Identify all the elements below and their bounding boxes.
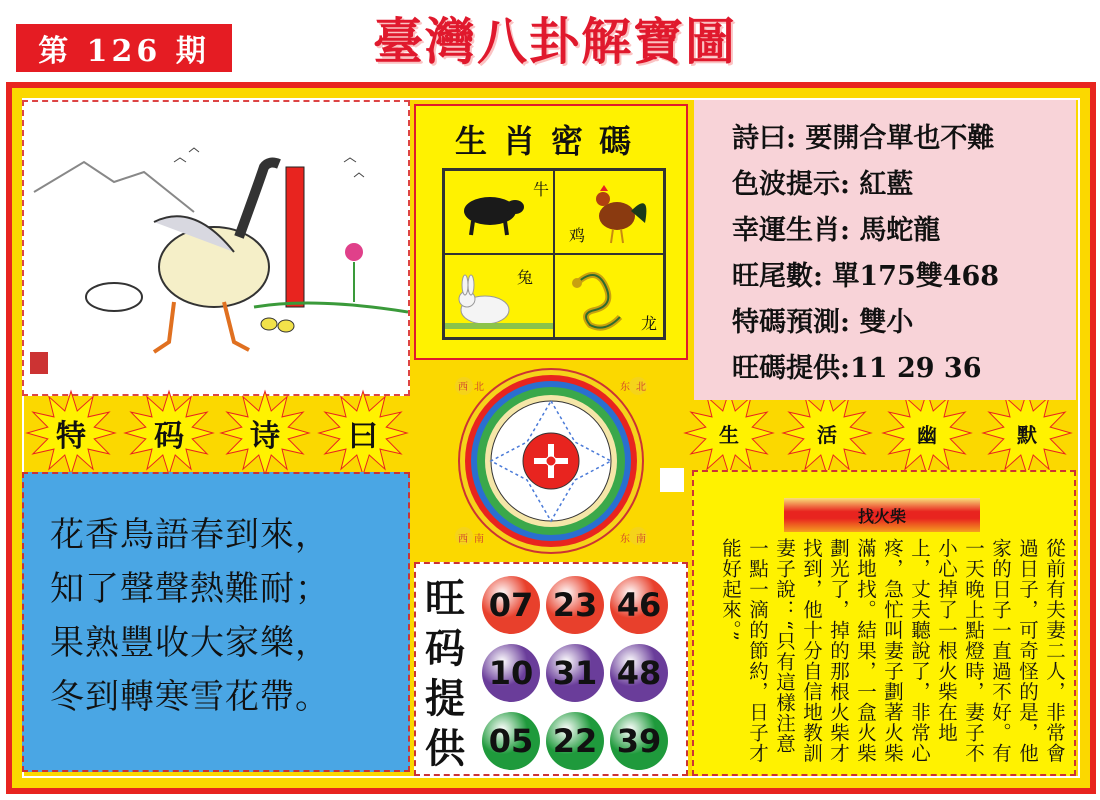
number-ball: 22 — [546, 712, 604, 770]
star-char: 码 — [154, 419, 184, 454]
number-ball: 48 — [610, 644, 668, 702]
compass-label: 东 — [620, 534, 630, 545]
info-line: 色波提示: 紅藍 — [732, 169, 914, 200]
zodiac-cell-rooster — [554, 170, 664, 254]
star-badge — [682, 388, 776, 478]
compass-label: 南 — [636, 534, 646, 545]
info-line: 旺碼提供:11 29 36 — [732, 353, 982, 384]
star-badge — [24, 388, 118, 478]
star-char: 特 — [56, 419, 86, 454]
rabbit-icon — [445, 255, 554, 338]
story-box — [692, 470, 1076, 776]
number-ball: 05 — [482, 712, 540, 770]
zodiac-label: 牛 — [533, 180, 550, 199]
bagua-compass — [444, 364, 658, 562]
zodiac-cell-ox — [444, 170, 554, 254]
star-badge — [218, 388, 312, 478]
poem-line: 果熟豐收大家樂， — [50, 623, 330, 663]
zodiac-grid — [442, 168, 666, 340]
star-badge — [122, 388, 216, 478]
goose-illustration — [22, 100, 410, 396]
info-line: 幸運生肖: 馬蛇龍 — [732, 215, 941, 246]
compass-label: 北 — [474, 382, 484, 393]
lucky-numbers-box — [414, 562, 688, 776]
star-char: 生 — [719, 422, 739, 447]
compass-label: 东 — [620, 382, 630, 393]
page-title: 臺灣八卦解寶圖 — [373, 12, 737, 71]
star-badge — [780, 388, 874, 478]
compass-label: 西 — [458, 382, 468, 393]
star-char: 曰 — [348, 419, 378, 454]
poem-box — [22, 472, 410, 772]
zodiac-label: 兔 — [517, 268, 534, 287]
number-ball: 10 — [482, 644, 540, 702]
zodiac-label: 鸡 — [569, 226, 586, 245]
poem-line: 知了聲聲熱難耐； — [50, 569, 330, 609]
star-char: 诗 — [250, 419, 280, 454]
issue-number: 第 126 期 — [16, 24, 232, 72]
lucky-numbers-label: 旺码提供 — [425, 575, 465, 772]
zodiac-code-box — [414, 104, 688, 360]
compass-label: 南 — [474, 534, 484, 545]
compass-label: 西 — [458, 534, 468, 545]
zodiac-label: 龙 — [641, 314, 658, 333]
story-title: 找火柴 — [784, 498, 980, 532]
poem-line: 花香鳥語春到來， — [50, 515, 330, 555]
star-char: 默 — [1017, 422, 1037, 447]
compass-label: 北 — [636, 382, 646, 393]
number-ball: 07 — [482, 576, 540, 634]
star-char: 活 — [817, 422, 837, 447]
star-char: 幽 — [917, 422, 937, 447]
zodiac-cell-rabbit — [444, 254, 554, 338]
star-badge — [980, 388, 1074, 478]
star-badge — [880, 388, 974, 478]
number-ball: 23 — [546, 576, 604, 634]
number-ball: 46 — [610, 576, 668, 634]
zodiac-title: 生肖密碼 — [454, 122, 647, 160]
prediction-info-box — [694, 100, 1076, 400]
info-line: 旺尾數: 單175雙468 — [732, 261, 1000, 292]
poem-line: 冬到轉寒雪花帶。 — [50, 677, 330, 717]
info-line: 詩曰: 要開合單也不難 — [732, 123, 995, 154]
zodiac-cell-dragon — [554, 254, 664, 338]
story-text: 從前有夫妻二人，非常會過日子，可奇怪的是，他家的日子一直過不好。有一天晚上點燈時，妻子不小心掉了一根火柴在地上，丈夫聽說了，非常心疼，急忙叫妻子劃著火柴滿地找。結果，一盒火柴劃光了，掉的那根火柴才找到，他十分自信地教訓妻子說：“只有這樣注意一點一滴的節約，日子才能好起來。” — [719, 538, 1066, 764]
info-line: 特碼預測: 雙小 — [732, 307, 914, 338]
star-badge — [316, 388, 410, 478]
number-ball: 31 — [546, 644, 604, 702]
number-ball: 39 — [610, 712, 668, 770]
